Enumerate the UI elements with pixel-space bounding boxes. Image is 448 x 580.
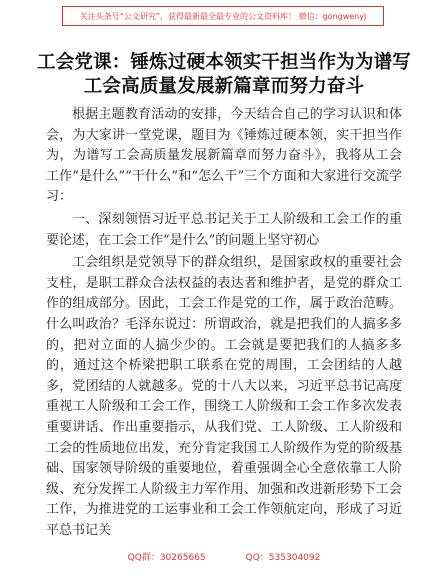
document-body [46,105,402,541]
paragraph-body-1: 工会组织是党领导下的群众组织，是国家政权的重要社会支柱，是职工群众合法权益的表达者和维护者，是党的群众工作的组成部分。因此，工会工作是党的工作，属于政治范畴。什么叫政治？毛泽东说过：所谓政治，就是把我们的人搞多多的，把对立面的人搞少少的。工会就是要把我们的人搞多多的，通过这个桥梁把职工联系在党的周围，工会团结的人越多，党团结的人就越多。党的十八大以来，习近平总书记高度重视工人阶级和工会工作，围绕工人阶级和工会工作多次发表重要讲话、作出重要指示，从我们党、工人阶级、工人阶级和工会的性质地位出发，充分肯定我国工人阶级作为党的阶级基础、国家领导阶级的重要地位，着重强调全心全意依靠工人阶级、充分发挥工人阶级主力军作用、加强和改进新形势下工会工作，为推进党的工运事业和工会工作领航定向，形成了习近平总书记关 [46,255,402,538]
footer-qq-group: QQ群：30265665 [127,553,206,563]
footer [0,550,448,563]
section-heading-1: 一、深刻领悟习近平总书记关于工人阶级和工会工作的重要论述，在工会工作“是什么”的问题上坚守初心 [46,211,402,248]
document-title-line-2: 工会高质量发展新篇章而努力奋斗 [83,76,365,97]
header-notice-banner [62,6,384,26]
header-notice-text: 关注头条号“公文研究”，获得最新最全最专业的公文资料库！ 微信：gongwenyj [79,11,367,21]
paragraph-intro: 根据主题教育活动的安排，今天结合自己的学习认识和体会，为大家讲一堂党课，题目为《锤炼过硬本领，实干担当作为，为谱写工会高质量发展新篇章而努力奋斗》，我将从工会工作“是什么”“干什么”和“怎么干”三个方面和大家进行交流学习： [46,107,402,205]
document-title-line-1: 工会党课：锤炼过硬本领实干担当作为为谱写 [36,52,411,73]
footer-qq: QQ：535304092 [245,553,321,563]
